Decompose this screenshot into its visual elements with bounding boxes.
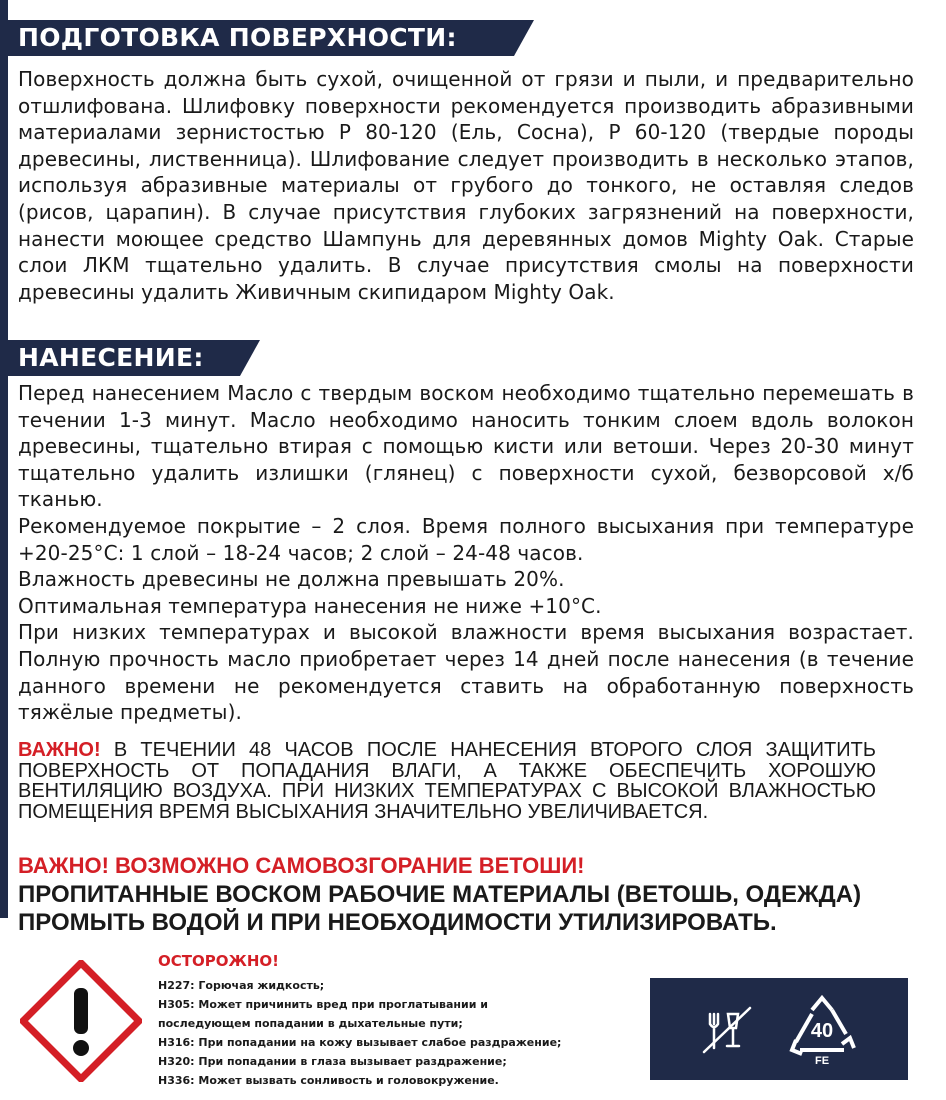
fire-warning-title: ВАЖНО! ВОЗМОЖНО САМОВОЗГОРАНИЕ ВЕТОШИ! [18,853,585,878]
fire-warning-line-2: ПРОМЫТЬ ВОДОЙ И ПРИ НЕОБХОДИМОСТИ УТИЛИЗИРОВАТЬ. [18,909,777,936]
hazard-statements [158,976,561,1090]
section-heading-application [0,340,240,376]
hazard-statement: H305: Может причинить вред при проглатывании и [158,998,488,1011]
recycle-icon [784,992,860,1068]
recycle-number: 40 [810,1020,834,1042]
heading-corner-cut [240,340,260,376]
hazard-statement: последующем попадании в дыхательные пути; [158,1017,463,1030]
not-food-contact-icon [696,1000,758,1060]
application-paragraph-4: Оптимальная температура нанесения не ниже +10°С. [18,593,602,618]
hazard-statement: H336: Может вызвать сонливость и головокружение. [158,1074,499,1087]
application-paragraph-1: Перед нанесением Масло с твердым воском необходимо тщательно перемешать в течении 1-3 минут. Масло необходимо наносить тонким слоем вдоль волокон древесины, тщательно втирая с помощью кисти или ветоши. Через 20-30 минут тщательно удалить излишки (глянец) с поверхности сухой, безворсовой х/б тканью. [18,381,914,512]
application-paragraph-2: Рекомендуемое покрытие – 2 слоя. Время полного высыхания при температуре +20-25°С: 1 слой – 18-24 часов; 2 слой – 24-48 часов. [18,513,914,565]
recycling-panel [650,978,908,1080]
heading-corner-cut [514,20,534,56]
important-warning [18,740,876,822]
left-accent-bar [0,0,8,918]
hazard-statement: H320: При попадании в глаза вызывает раздражение; [158,1055,507,1068]
section-heading-preparation-text: ПОДГОТОВКА ПОВЕРХНОСТИ: [18,23,457,52]
important-text: В ТЕЧЕНИИ 48 ЧАСОВ ПОСЛЕ НАНЕСЕНИЯ ВТОРОГО СЛОЯ ЗАЩИТИТЬ ПОВЕРХНОСТЬ ОТ ПОПАДАНИЯ ВЛАГИ, А ТАКЖЕ ОБЕСПЕЧИТЬ ХОРОШУЮ ВЕНТИЛЯЦИЮ ВОЗДУХА. ПРИ НИЗКИХ ТЕМПЕРАТУРАХ С ВЫСОКОЙ ВЛАЖНОСТЬЮ ПОМЕЩЕНИЯ ВРЕМЯ ВЫСЫХАНИЯ ЗНАЧИТЕЛЬНО УВЕЛИЧИВАЕТСЯ. [18,739,876,823]
application-text [18,380,914,726]
caution-title: ОСТОРОЖНО! [158,952,279,970]
recycle-code: FE [814,1055,830,1067]
section-heading-application-text: НАНЕСЕНИЕ: [18,343,204,372]
fire-warning-line-1: ПРОПИТАННЫЕ ВОСКОМ РАБОЧИЕ МАТЕРИАЛЫ (ВЕТОШЬ, ОДЕЖДА) [18,881,862,908]
application-paragraph-3: Влажность древесины не должна превышать 20%. [18,567,565,592]
important-label: ВАЖНО! [18,739,101,761]
hazard-statement: H316: При попадании на кожу вызывает слабое раздражение; [158,1036,562,1049]
exclamation-hazard-icon [20,960,142,1082]
section-heading-preparation [0,20,514,56]
hazard-statement: H227: Горючая жидкость; [158,979,325,992]
application-paragraph-5: При низких температурах и высокой влажности время высыхания возрастает. Полную прочность масло приобретает через 14 дней после нанесения (в течение данного времени не рекомендуется ставить на обработанную поверхность тяжёлые предметы). [18,620,914,725]
preparation-text: Поверхность должна быть сухой, очищенной от грязи и пыли, и предварительно отшлифована. Шлифовку поверхности рекомендуется производить абразивными материалами зернистостью Р 80-120 (Ель, Сосна), Р 60-120 (твердые породы древесины, лиственница). Шлифование следует производить в несколько этапов, используя абразивные материалы от грубого до тонкого, не оставляя следов (рисов, царапин). В случае присутствия глубоких загрязнений на поверхности, нанести моющее средство Шампунь для деревянных домов Mighty Oak. Старые слои ЛКМ тщательно удалить. В случае присутствия смолы на поверхности древесины удалить Живичным скипидаром Mighty Oak. [18,67,914,304]
